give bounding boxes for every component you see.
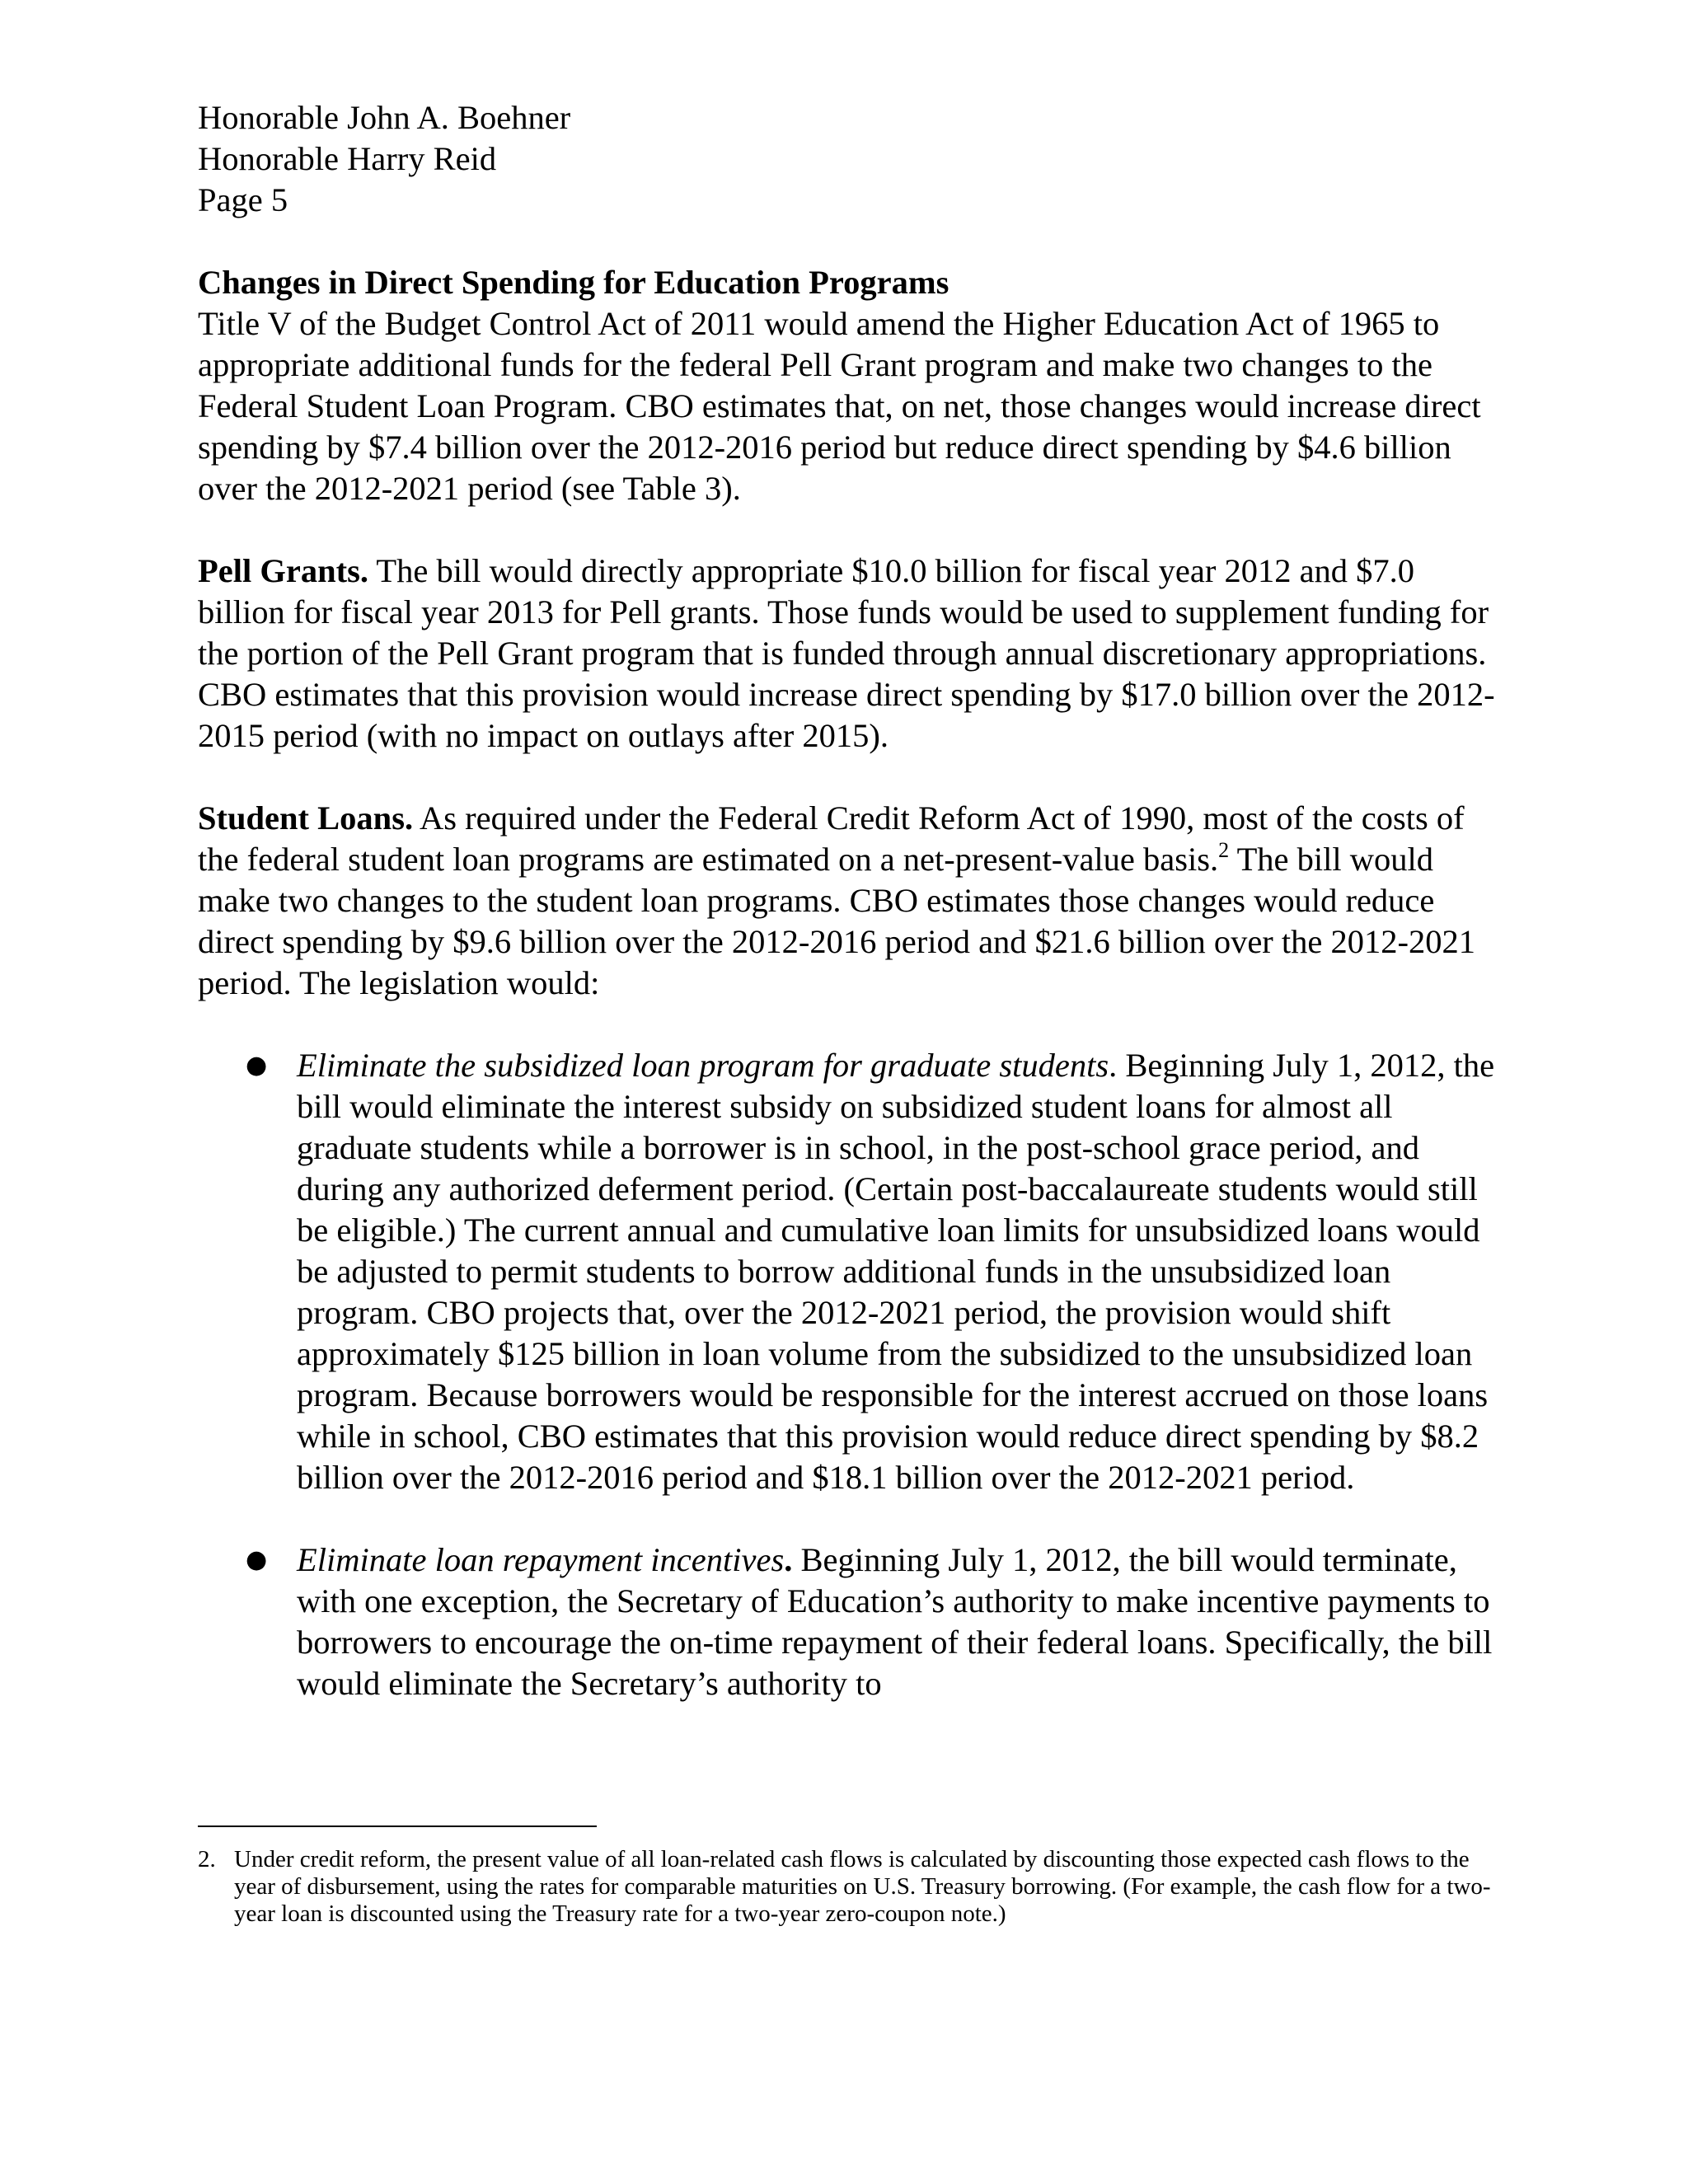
bullet-text: . Beginning July 1, 2012, the bill would eliminate the interest subsidy on subsidized student loans for almost all graduate students while a borrower is in school, in the post-school grace period, and during any authorized deferment period. (Certain post-baccalaureate students would still be eligible.) The current annual and cumulative loan limits for unsubsidized loans would be adjusted to permit students to borrow additional funds in the unsubsidized loan program. CBO projects that, over the 2012-2021 period, the provision would shift approximately $125 billion in loan volume from the subsidized to the unsubsidized loan program. Because borrowers would be responsible for the interest accrued on those loans while in school, CBO estimates that this provision would reduce direct spending by $8.2 billion over the 2012-2016 period and $18.1 billion over the 2012-2021 period.: [297, 1047, 1495, 1496]
bullet-item-graduate-subsidy: [198, 1045, 1500, 1498]
page-number: Page 5: [198, 181, 288, 218]
footnote-text: Under credit reform, the present value of all loan-related cash flows is calculated by discounting those expected cash flows to the year of disbursement, using the rates for comparable maturities on U.S. Treasury borrowing. (For example, the cash flow for a two-year loan is discounted using the Treasury rate for a two-year zero-coupon note.): [234, 1846, 1491, 1927]
pell-grants-paragraph: [198, 551, 1500, 757]
section-intro-paragraph: Title V of the Budget Control Act of 2011 would amend the Higher Education Act of 1965 to appropriate additional funds for the federal Pell Grant program and make two changes to the Federal Student Loan Program. CBO estimates that, on net, those changes would increase direct spending by $7.4 billion over the 2012-2016 period but reduce direct spending by $4.6 billion over the 2012-2021 period (see Table 3).: [198, 305, 1481, 507]
pell-grants-lead: Pell Grants.: [198, 552, 368, 589]
recipient-line-2: Honorable Harry Reid: [198, 140, 497, 177]
bullet-lead: Eliminate the subsidized loan program for graduate students: [297, 1047, 1109, 1084]
letter-header: [198, 97, 1500, 221]
student-loans-text-2: The bill would make two changes to the student loan programs. CBO estimates those changes would reduce direct spending by $9.6 billion over the 2012-2016 period and $21.6 billion over the 2012-2021 period. The legislation would:: [198, 841, 1475, 1001]
bullet-icon: ●: [246, 1545, 268, 1574]
footnote-number: 2.: [198, 1846, 216, 1872]
recipient-line-1: Honorable John A. Boehner: [198, 99, 571, 136]
student-loans-paragraph: [198, 798, 1500, 1004]
letter-page: [198, 97, 1500, 1746]
student-loans-text-1: As required under the Federal Credit Reform Act of 1990, most of the costs of the federal student loan programs are estimated on a net-present-value basis.: [198, 799, 1465, 878]
footnote: [198, 1846, 1500, 1928]
bullet-icon: ●: [246, 1051, 268, 1080]
bullet-text: Beginning July 1, 2012, the bill would terminate, with one exception, the Secretary of Education’s authority to make incentive payments to borrowers to encourage the on-time repayment of their federal loans. Specifically, the bill would eliminate the Secretary’s authority to: [297, 1541, 1493, 1702]
bullet-item-repayment-incentives: [198, 1540, 1500, 1704]
bullet-lead-punct: .: [784, 1541, 793, 1578]
legislation-bullet-list: [198, 1045, 1500, 1704]
bullet-lead: Eliminate loan repayment incentives: [297, 1541, 785, 1578]
footnote-reference: 2: [1218, 838, 1230, 862]
student-loans-lead: Student Loans.: [198, 799, 414, 837]
pell-grants-text: The bill would directly appropriate $10.0 billion for fiscal year 2012 and $7.0 billion for fiscal year 2013 for Pell grants. Those funds would be used to supplement funding for the portion of the Pell Grant program that is funded through annual discretionary appropriations. CBO estimates that this provision would increase direct spending by $17.0 billion over the 2012-2015 period (with no impact on outlays after 2015).: [198, 552, 1495, 754]
section-heading: Changes in Direct Spending for Education Programs: [198, 264, 950, 301]
footnote-divider: [198, 1825, 597, 1827]
